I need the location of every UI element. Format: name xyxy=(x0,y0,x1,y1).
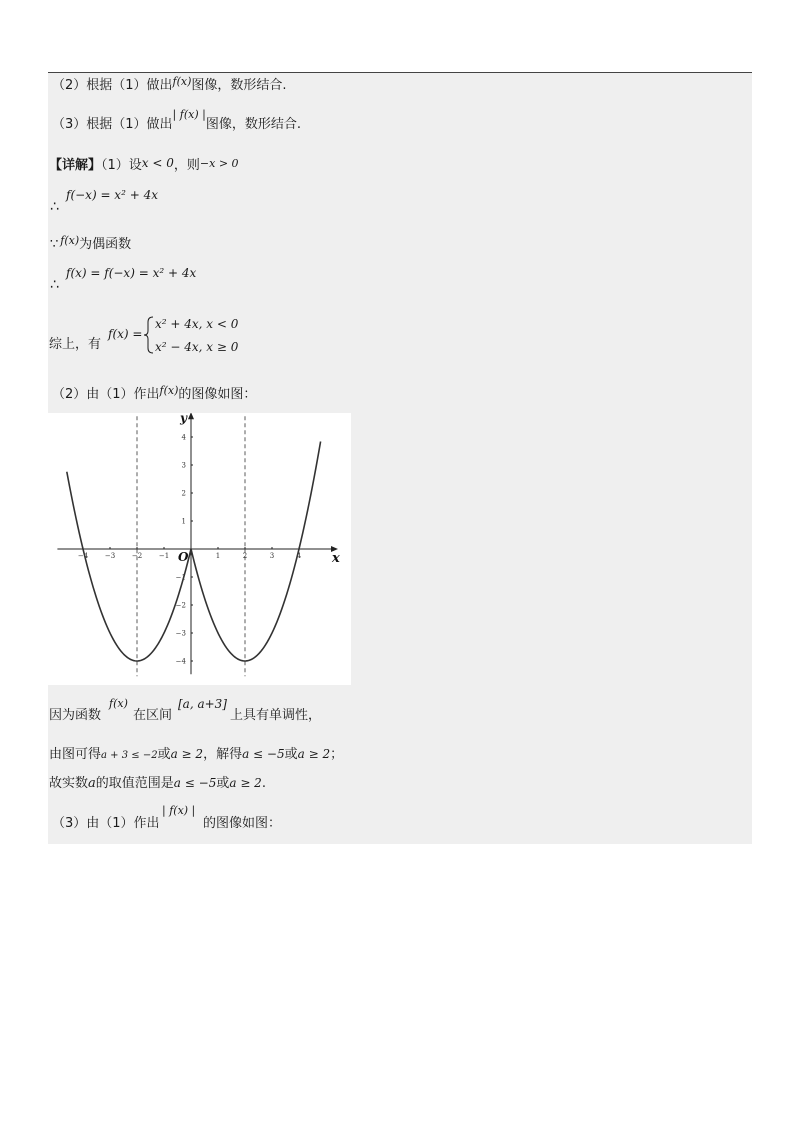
part-2-fx: f(x) xyxy=(159,384,179,397)
because-line xyxy=(50,234,132,253)
range-mid: 的取值范围是 xyxy=(95,776,174,791)
hint-3-suffix: 图像，数形结合. xyxy=(205,117,301,132)
x-tick-label: −2 xyxy=(131,551,143,560)
summary-label: 综上，有 xyxy=(49,337,102,352)
hint-line-3 xyxy=(52,108,301,133)
mono-interval: [a, a+3] xyxy=(178,697,227,711)
y-tick-label: −2 xyxy=(175,601,186,610)
range-end: . xyxy=(261,776,266,791)
hint-2-fx: f(x) xyxy=(172,75,192,88)
part-2-prefix: （2）由（1）作出 xyxy=(52,387,160,402)
cond-2: −x > 0 xyxy=(199,157,239,170)
hint-3-prefix: （3）根据（1）做出 xyxy=(52,117,173,132)
hint-line-2 xyxy=(52,75,287,94)
solve-ineq-2: a ≥ 2 xyxy=(297,747,331,761)
x-tick-label: 2 xyxy=(242,551,248,560)
even-text: 为偶函数 xyxy=(79,237,132,252)
piecewise-brace xyxy=(144,316,154,358)
part-3-prefix: （3）由（1）作出 xyxy=(52,816,160,831)
function-graph xyxy=(48,413,351,685)
therefore-symbol-2: ∴ xyxy=(50,277,59,293)
y-axis-label: y xyxy=(180,413,187,426)
part-3-suffix: 的图像如图： xyxy=(203,816,282,831)
y-tick-label: −1 xyxy=(175,573,186,582)
inference-prefix: 由图可得 xyxy=(49,747,102,762)
hint-3-fx: | f(x) | xyxy=(172,108,206,121)
x-tick-label: 3 xyxy=(269,551,275,560)
part-3-fx: | f(x) | xyxy=(162,804,196,817)
mono-mid: 在区间 xyxy=(133,708,173,723)
part-2-line xyxy=(52,384,257,403)
y-tick-label: −4 xyxy=(175,657,186,666)
x-tick-label: −4 xyxy=(77,551,89,560)
or-2: 或 xyxy=(284,747,298,762)
cond-1: x < 0 xyxy=(141,156,174,170)
y-tick-label: 3 xyxy=(181,461,186,470)
detail-label: 【详解】 xyxy=(49,158,102,173)
x-axis-label: x xyxy=(332,551,340,566)
comma-then: ，则 xyxy=(173,158,200,173)
y-tick-label: 4 xyxy=(181,433,186,442)
solve-text: ，解得 xyxy=(203,747,243,762)
detail-line xyxy=(49,157,239,174)
even-fx: f(x) xyxy=(60,234,80,247)
x-tick-label: 1 xyxy=(215,551,221,560)
part-2-suffix: 的图像如图： xyxy=(178,387,257,402)
inference-line xyxy=(49,746,343,764)
solve-end: ； xyxy=(330,747,344,762)
inference-ineq-2: a ≥ 2 xyxy=(170,747,204,761)
x-tick-label: −1 xyxy=(158,551,170,560)
hint-2-suffix: 图像，数形结合. xyxy=(191,78,287,93)
range-prefix: 故实数 xyxy=(49,776,89,791)
piecewise-lhs: f(x) = xyxy=(108,327,143,341)
hint-2-prefix: （2）根据（1）做出 xyxy=(52,78,173,93)
detail-text: （1）设 xyxy=(101,158,142,173)
x-tick-label: −3 xyxy=(104,551,116,560)
y-tick-label: −3 xyxy=(175,629,186,638)
mono-prefix: 因为函数 xyxy=(49,708,102,723)
y-tick-label: 1 xyxy=(181,517,186,526)
origin-label: O xyxy=(178,550,189,564)
range-var: a xyxy=(88,776,96,791)
piece-1: x² + 4x, x < 0 xyxy=(155,317,239,331)
equation-1: f(−x) = x² + 4x xyxy=(66,188,158,202)
or-3: 或 xyxy=(216,776,230,791)
or-1: 或 xyxy=(157,747,171,762)
range-line xyxy=(49,775,266,792)
mono-fx: f(x) xyxy=(109,697,128,710)
mono-suffix: 上具有单调性， xyxy=(230,708,322,723)
because-symbol: ∵ xyxy=(50,237,59,252)
solve-ineq-1: a ≤ −5 xyxy=(242,747,285,761)
piece-2: x² − 4x, x ≥ 0 xyxy=(155,340,239,354)
y-tick-label: 2 xyxy=(181,489,186,498)
equation-2: f(x) = f(−x) = x² + 4x xyxy=(66,266,197,280)
therefore-symbol-1: ∴ xyxy=(50,199,59,215)
curve-0 xyxy=(67,472,191,661)
range-ineq-1: a ≤ −5 xyxy=(173,776,217,790)
inference-ineq-1: a + 3 ≤ −2 xyxy=(101,750,158,761)
graph-svg xyxy=(48,413,351,685)
range-ineq-2: a ≥ 2 xyxy=(229,776,262,790)
x-tick-label: 4 xyxy=(296,551,302,560)
y-axis-arrow xyxy=(188,413,194,419)
